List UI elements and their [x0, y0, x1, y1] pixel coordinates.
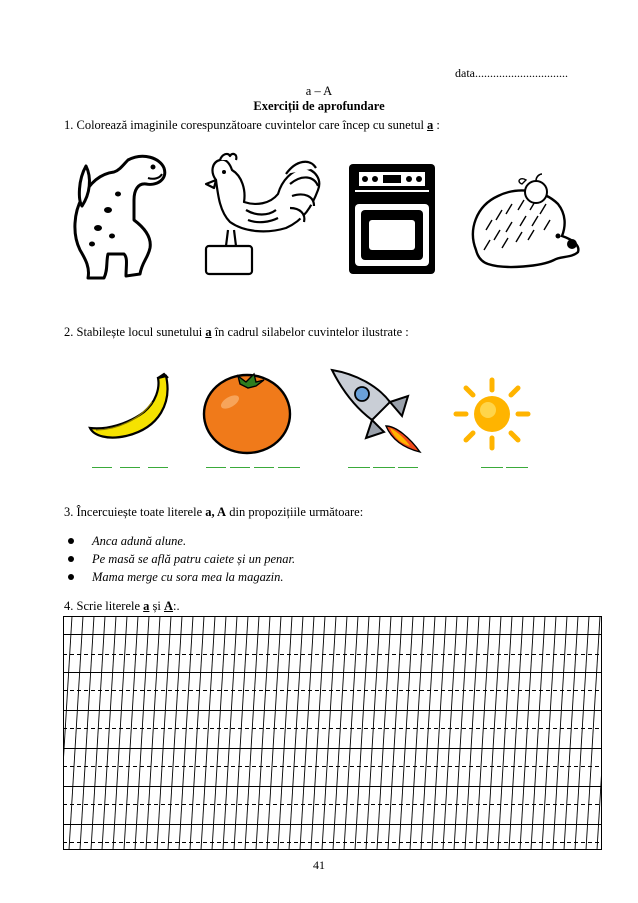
page-subtitle: Exerciții de aprofundare — [253, 99, 385, 113]
date-line: data............................... — [455, 66, 568, 80]
rooster-icon — [186, 150, 326, 280]
page-number: 41 — [313, 858, 325, 872]
syllable-blank[interactable] — [230, 467, 250, 468]
handwriting-grid[interactable] — [63, 616, 602, 850]
rocket-icon — [326, 366, 424, 456]
bullet-icon — [68, 574, 74, 580]
task1-instruction: 1. Colorează imaginile corespunzătoare cuvintelor care încep cu sunetul a : — [64, 118, 440, 132]
syllable-blank[interactable] — [120, 467, 140, 468]
letter-title: a – A — [305, 84, 333, 98]
bullet-icon — [68, 556, 74, 562]
bullet-icon — [68, 538, 74, 544]
syllable-blank[interactable] — [254, 467, 274, 468]
syllable-blank[interactable] — [481, 467, 503, 468]
list-item: Mama merge cu sora mea la magazin. — [64, 570, 295, 588]
list-item: Anca adună alune. — [64, 534, 295, 552]
sun-icon — [452, 376, 532, 452]
syllable-blank[interactable] — [398, 467, 418, 468]
banana-icon — [86, 372, 182, 444]
syllable-blank[interactable] — [506, 467, 528, 468]
stove-icon — [345, 160, 439, 278]
syllable-blank[interactable] — [348, 467, 370, 468]
syllable-blank[interactable] — [278, 467, 300, 468]
orange-icon — [200, 366, 294, 456]
syllable-blank[interactable] — [373, 467, 395, 468]
list-item: Pe masă se află patru caiete și un penar. — [64, 552, 295, 570]
hedgehog-icon — [466, 170, 586, 276]
dinosaur-icon — [68, 150, 178, 286]
syllable-blank[interactable] — [148, 467, 168, 468]
task3-instruction: 3. Încercuiește toate literele a, A din propozițiile următoare: — [64, 505, 364, 519]
task4-instruction: 4. Scrie literele a și A:. — [64, 599, 180, 613]
syllable-blank[interactable] — [206, 467, 226, 468]
task2-instruction: 2. Stabilește locul sunetului a în cadrul silabelor cuvintelor ilustrate : — [64, 325, 409, 339]
sentence-list — [64, 534, 295, 588]
syllable-blank[interactable] — [92, 467, 112, 468]
